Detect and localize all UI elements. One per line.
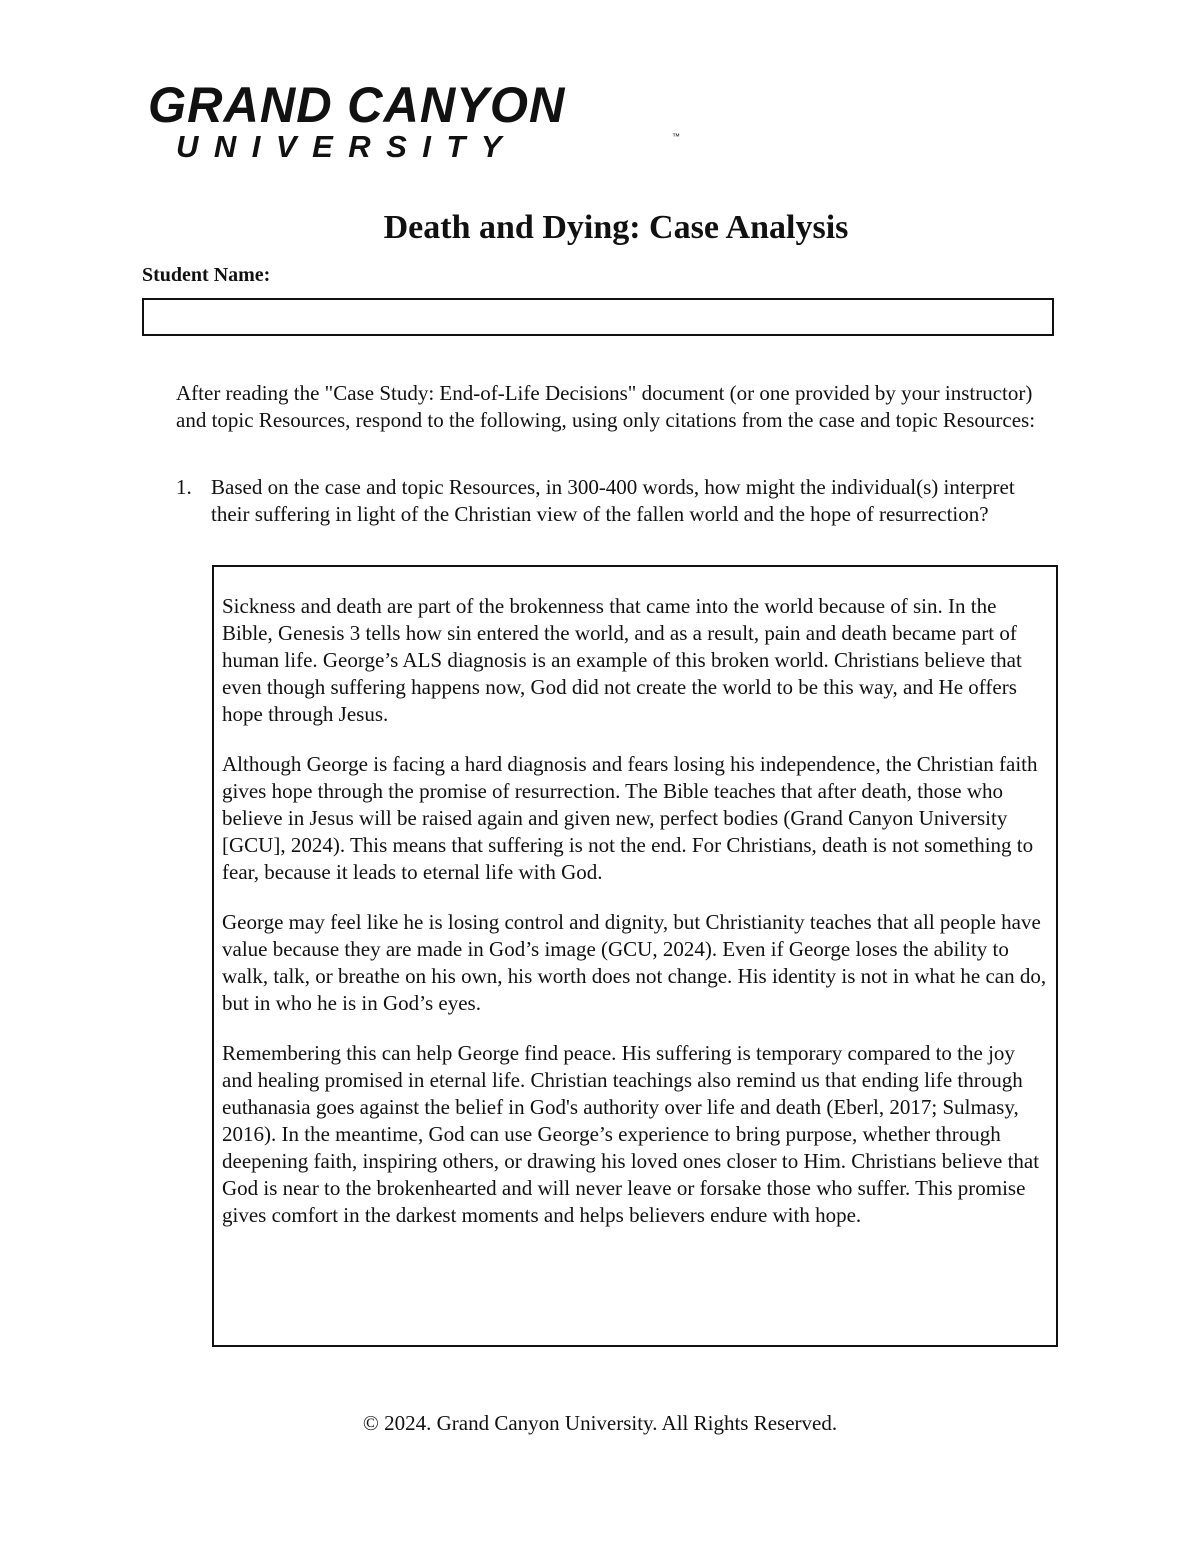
answer-paragraph-4: Remembering this can help George find peace. His suffering is temporary compared to the joy and healing promised in eternal life. Christian teachings also remind us that ending life through euthanasia goes against the belief in God's authority over life and death (Eberl, 2017; Sulmasy, 2016). In the meantime, God can use George’s experience to bring purpose, whether through deepening faith, inspiring others, or drawing his loved ones closer to Him. Christians believe that God is near to the brokenhearted and will never leave or forsake those who suffer. This promise gives comfort in the darkest moments and helps believers endure with hope. (222, 1041, 1040, 1227)
instructions-text: After reading the "Case Study: End-of-Life Decisions" document (or one provided by your instructor) and topic Resources, respond to the following, using only citations from the case and topic Resources: (176, 381, 1036, 432)
logo-wordmark-line1: GRAND CANYON (148, 77, 566, 133)
answer-paragraph-3: George may feel like he is losing control and dignity, but Christianity teaches that all people have value because they are made in God’s image (GCU, 2024). Even if George loses the ability to walk, talk, or breathe on his own, his worth does not change. His identity is not in what he can do, but in who he is in God’s eyes. (222, 910, 1047, 1015)
answer-paragraph-1: Sickness and death are part of the brokenness that came into the world because of sin. In the Bible, Genesis 3 tells how sin entered the world, and as a result, pain and death became part of human life. George’s ALS diagnosis is an example of this broken world. Christians believe that even though suffering happens now, God did not create the world to be this way, and He offers hope through Jesus. (222, 594, 1022, 726)
logo-wordmark-line2: UNIVERSITY (176, 129, 518, 164)
page-title: Death and Dying: Case Analysis (383, 209, 849, 246)
logo-trademark: ™ (672, 132, 680, 141)
student-name-label: Student Name: (142, 264, 271, 286)
answer-paragraph-2: Although George is facing a hard diagnosis and fears losing his independence, the Christian faith gives hope through the promise of resurrection. The Bible teaches that after death, those who believe in Jesus will be raised again and given new, perfect bodies (Grand Canyon University [GCU], 2024). This means that suffering is not the end. For Christians, death is not something to fear, because it leads to eternal life with God. (222, 752, 1038, 884)
student-name-field[interactable] (142, 298, 1054, 336)
question-number: 1. (176, 475, 192, 499)
question-text: Based on the case and topic Resources, in 300-400 words, how might the individual(s) interpret their suffering in light of the Christian view of the fallen world and the hope of resurrection? (211, 475, 1015, 526)
university-logo (148, 77, 680, 168)
copyright-footer: © 2024. Grand Canyon University. All Rights Reserved. (362, 1411, 838, 1435)
answer-text-box[interactable] (212, 565, 1058, 1347)
